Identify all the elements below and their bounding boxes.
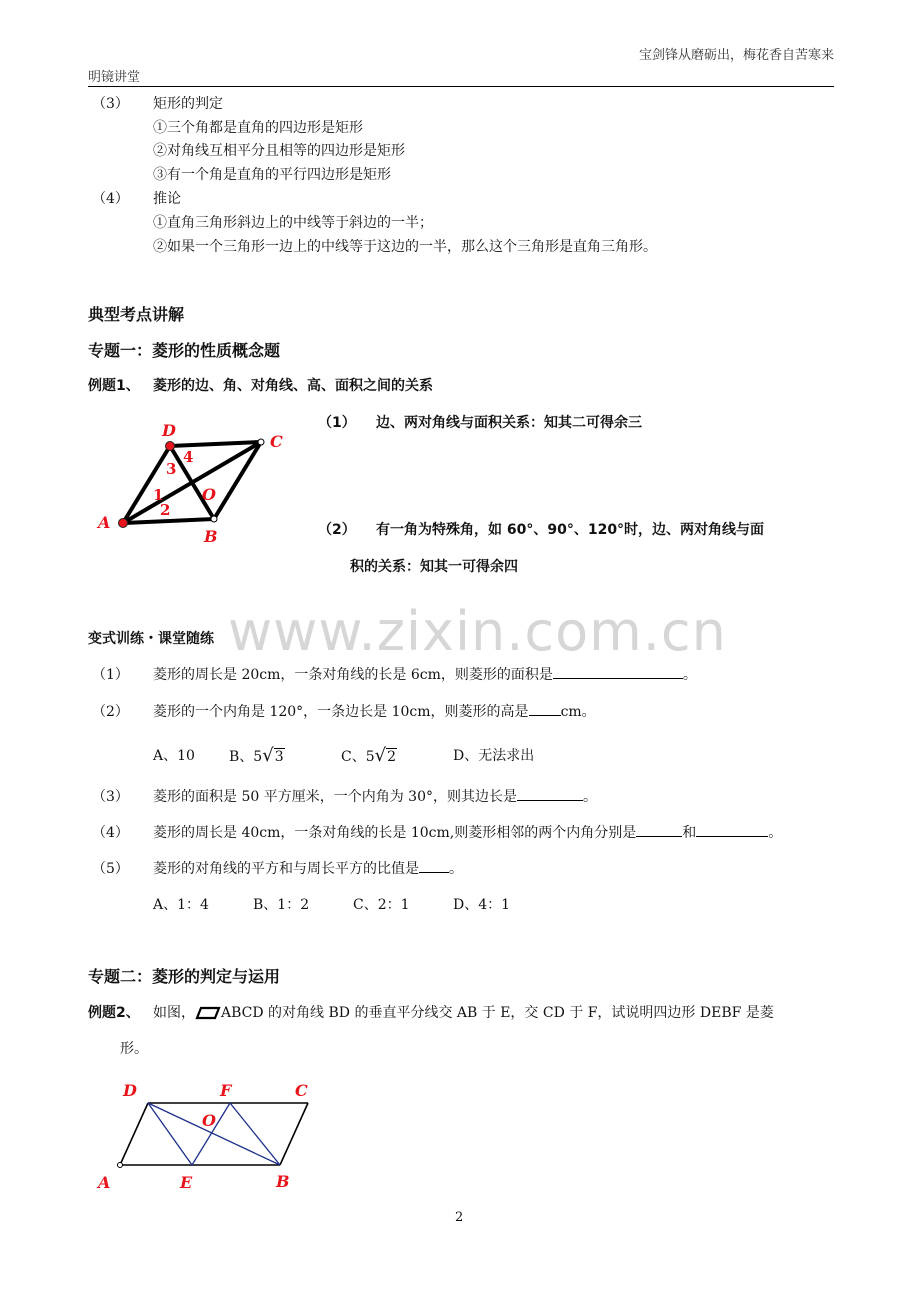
example2-label: 例题2、 [88, 1005, 140, 1021]
main-heading: 典型考点讲解 [88, 305, 185, 324]
q5-end: 。 [449, 861, 463, 877]
q1-answer-blank[interactable] [553, 664, 683, 679]
header-motto: 宝剑锋从磨砺出，梅花香自苦寒来 [638, 48, 834, 63]
section3-item: ①三个角都是直角的四边形是矩形 [153, 120, 363, 136]
section3-item: ③有一个角是直角的平行四边形是矩形 [153, 167, 391, 183]
topic1-heading: 专题一：菱形的性质概念题 [88, 341, 281, 360]
q2-option-c-radicand: 2 [387, 749, 397, 765]
q4-answer-blank-1[interactable] [636, 822, 682, 837]
section3-item: ②对角线互相平分且相等的四边形是矩形 [153, 143, 405, 159]
q4-answer-blank-2[interactable] [696, 822, 768, 837]
q4-text: 菱形的周长是 40cm，一条对角线的长是 10cm,则菱形相邻的两个内角分别是 [153, 825, 637, 841]
label-c: C [270, 432, 283, 451]
q5-answer-blank[interactable] [419, 858, 449, 873]
q2-end: cm。 [560, 704, 596, 720]
q2-line [153, 701, 596, 721]
point-a [119, 519, 128, 528]
example2-text-cont: 形。 [120, 1041, 148, 1057]
point-d [166, 442, 175, 451]
q1-line [153, 664, 697, 684]
angle-label-2: 2 [160, 501, 171, 519]
q3-number: （3） [92, 789, 129, 805]
segment-fb [230, 1103, 280, 1165]
label-f: F [220, 1081, 232, 1100]
q2-option-d: D、无法求出 [453, 748, 535, 764]
topic2-heading: 专题二：菱形的判定与运用 [88, 967, 281, 986]
section4-title: 推论 [153, 191, 181, 207]
angle-label-1: 1 [153, 486, 164, 504]
header-rule [88, 86, 834, 87]
label-a: A [98, 513, 111, 532]
rhombus-figure [90, 412, 300, 552]
q2-option-b-radicand: 3 [274, 749, 284, 765]
parallelogram-figure [90, 1074, 330, 1196]
label-o: O [202, 485, 216, 504]
section3-title: 矩形的判定 [153, 96, 223, 112]
angle-label-3: 3 [166, 460, 177, 478]
example2-text: ABCD 的对角线 BD 的垂直平分线交 AB 于 E，交 CD 于 F，试说明四边形 DEBF 是菱 [221, 1005, 774, 1021]
example1-point1-text: 边、两对角线与面积关系：知其二可得余三 [376, 415, 642, 431]
point-b [211, 516, 217, 522]
q5-number: （5） [92, 861, 129, 877]
q5-text: 菱形的对角线的平方和与周长平方的比值是 [153, 861, 419, 877]
q4-end: 。 [768, 825, 783, 841]
q4-mid: 和 [682, 825, 697, 841]
q3-line [153, 786, 597, 806]
section4-item: ①直角三角形斜边上的中线等于斜边的一半； [153, 215, 433, 231]
side-cb [280, 1103, 308, 1165]
example1-point2-text-cont: 积的关系：知其一可得余四 [350, 559, 518, 575]
q2-option-a: A、10 [153, 748, 195, 764]
label-b: B [276, 1172, 290, 1191]
point-c [258, 439, 264, 445]
example1-point2-number: （2） [318, 522, 356, 538]
exercise-title: 变式训练・课堂随练 [88, 631, 214, 647]
sqrt-icon: √ [374, 745, 387, 766]
q2-option-c [341, 745, 397, 766]
q2-number: （2） [92, 704, 129, 720]
q2-text: 菱形的一个内角是 120°，一条边长是 10cm，则菱形的高是 [153, 704, 529, 720]
q2-option-c-coef: C、5 [341, 749, 375, 765]
side-ad [120, 1103, 148, 1165]
q1-end: 。 [682, 667, 697, 683]
section4-item: ②如果一个三角形一边上的中线等于这边的一半，那么这个三角形是直角三角形。 [153, 239, 657, 255]
q1-text: 菱形的周长是 20cm，一条对角线的长是 6cm，则菱形的面积是 [153, 667, 553, 683]
example1-point1-number: （1） [318, 415, 356, 431]
header-brand: 明镜讲堂 [88, 70, 141, 85]
q4-number: （4） [92, 825, 129, 841]
q5-option-d: D、4：1 [453, 897, 511, 913]
q1-number: （1） [92, 667, 129, 683]
segment-de [148, 1103, 192, 1165]
label-o: O [202, 1111, 216, 1130]
q3-answer-blank[interactable] [517, 786, 583, 801]
section3-number: （3） [92, 96, 129, 112]
parallelogram-icon [195, 1006, 221, 1020]
label-b: B [204, 527, 218, 546]
label-a: A [98, 1173, 111, 1192]
label-c: C [295, 1081, 308, 1100]
q2-option-b-coef: B、5 [229, 749, 263, 765]
label-e: E [180, 1173, 193, 1192]
q2-option-b [229, 745, 285, 766]
point-a [118, 1163, 123, 1168]
sqrt-icon: √ [262, 745, 274, 766]
side-ba [123, 519, 214, 523]
example1-text: 菱形的边、角、对角线、高、面积之间的关系 [153, 378, 433, 394]
example1-label: 例题1、 [88, 378, 140, 394]
q5-option-c: C、2：1 [353, 897, 410, 913]
example1-point2-text: 有一角为特殊角，如 60°、90°、120°时，边、两对角线与面 [376, 522, 765, 538]
label-d: D [162, 421, 176, 440]
example2-line [153, 1002, 774, 1022]
example2-pre: 如图， [153, 1005, 195, 1021]
q5-line [153, 858, 463, 878]
q5-option-a: A、1：4 [153, 897, 209, 913]
page-number: 2 [455, 1210, 464, 1225]
watermark: www.zixin.com.cn [228, 600, 727, 663]
angle-label-4: 4 [183, 448, 194, 466]
q2-answer-blank[interactable] [529, 701, 561, 716]
q3-end: 。 [582, 789, 597, 805]
section4-number: （4） [92, 191, 129, 207]
label-d: D [123, 1081, 137, 1100]
q5-option-b: B、1：2 [253, 897, 310, 913]
side-dc [170, 442, 261, 446]
q3-text: 菱形的面积是 50 平方厘米，一个内角为 30°，则其边长是 [153, 789, 517, 805]
q4-line [153, 822, 782, 842]
